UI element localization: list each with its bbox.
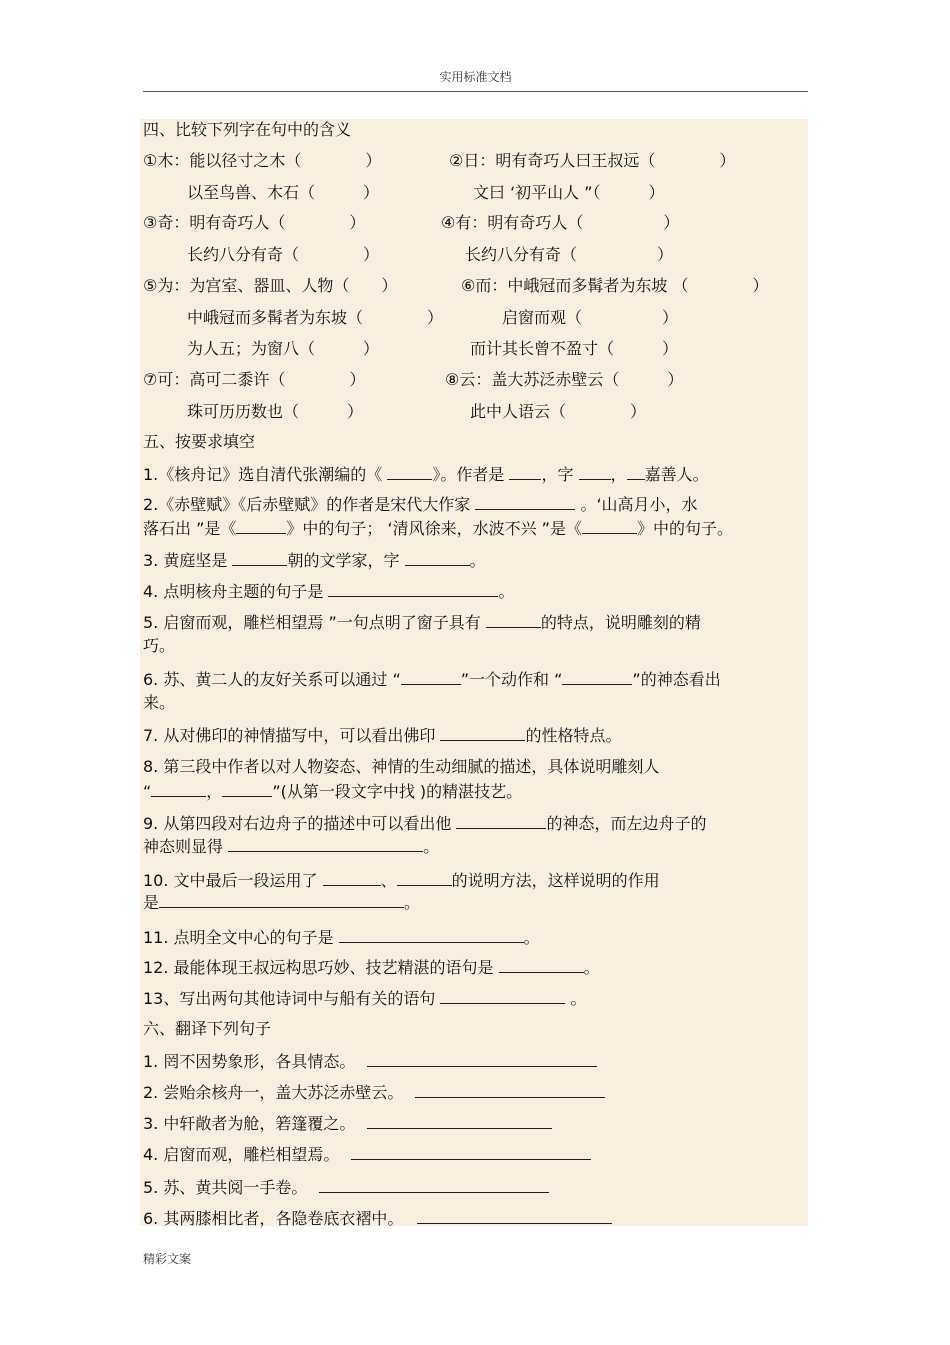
q1-text-d: ，	[610, 465, 627, 484]
s4-item-3a: ③奇：明有奇巧人（ ）	[143, 213, 366, 232]
q5-blank-1[interactable]	[486, 613, 541, 628]
q12-text-a: 12. 最能体现王叔远构思巧妙、技艺精湛的语句是	[143, 958, 499, 977]
s5-question-5-line1	[143, 613, 701, 633]
q3-text-a: 3. 黄庭坚是	[143, 551, 233, 570]
q1-text-b: 》。作者是	[432, 465, 510, 484]
q10-blank-3[interactable]	[159, 893, 404, 908]
s4-item-4b: 长约八分有奇（ ）	[465, 245, 674, 264]
s6-item-6	[143, 1209, 612, 1229]
q6-blank-1[interactable]	[401, 670, 461, 685]
s5-question-5-line2: 巧。	[143, 636, 176, 655]
q1-blank-4[interactable]	[627, 465, 645, 480]
q13-blank-1[interactable]	[440, 989, 565, 1004]
q1-text-a: 1.《核舟记》选自清代张潮编的《	[143, 465, 388, 484]
header-divider	[143, 91, 808, 92]
s5-question-2-line1	[143, 495, 698, 515]
s5-question-1	[143, 465, 709, 485]
q4-text-a: 4. 点明核舟主题的句子是	[143, 582, 329, 601]
q9-blank-2[interactable]	[228, 837, 423, 852]
q10-text-d: 是	[143, 893, 160, 912]
s4-item-1a: ①木：能以径寸之木（ ）	[143, 151, 382, 170]
q13-text-a: 13、写出两句其他诗词中与船有关的语句	[143, 989, 441, 1008]
s6-item-4-text: 4. 启窗而观，雕栏相望焉。	[143, 1145, 340, 1164]
s4-item-4a: ④有：明有奇巧人（ ）	[441, 213, 680, 232]
s4-item-8a: ⑧云：盖大苏泛赤壁云（ ）	[445, 370, 684, 389]
q12-blank-1[interactable]	[499, 958, 584, 973]
q3-text-b: 朝的文学家，字	[287, 551, 405, 570]
q10-text-e: 。	[404, 893, 421, 912]
s6-item-3	[143, 1114, 552, 1134]
q12-text-b: 。	[583, 958, 600, 977]
q7-blank-1[interactable]	[440, 726, 525, 741]
q1-blank-1[interactable]	[387, 465, 432, 480]
q10-text-c: 的说明方法，这样说明的作用	[451, 871, 660, 890]
q8-text-c: ，	[206, 782, 223, 801]
q9-text-d: 。	[423, 837, 440, 856]
s6-item-2-blank[interactable]	[415, 1083, 605, 1098]
section6-heading: 六、翻译下列句子	[143, 1019, 272, 1038]
s5-question-13	[143, 989, 587, 1009]
q5-text-b: 的特点，说明雕刻的精	[540, 613, 701, 632]
q10-blank-1[interactable]	[323, 871, 381, 886]
s4-item-6c: 而计其长曾不盈寸（ ）	[470, 339, 679, 358]
q3-blank-2[interactable]	[405, 551, 470, 566]
q11-blank-1[interactable]	[339, 928, 524, 943]
q6-text-b: ”一个动作和 “	[460, 670, 563, 689]
q2-blank-3[interactable]	[582, 519, 637, 534]
s5-question-6-line2: 来。	[143, 693, 176, 712]
s5-question-12	[143, 958, 600, 978]
s4-item-5a: ⑤为：为宫室、器皿、人物（ ）	[143, 276, 398, 295]
q2-blank-1[interactable]	[475, 495, 575, 510]
q8-blank-2[interactable]	[222, 782, 272, 797]
q1-text-c: ，字	[541, 465, 579, 484]
q9-text-a: 9. 从第四段对右边舟子的描述中可以看出他	[143, 814, 457, 833]
q6-blank-2[interactable]	[562, 670, 632, 685]
s4-item-5b: 中峨冠而多髯者为东坡（ ）	[187, 308, 444, 327]
q3-blank-1[interactable]	[232, 551, 287, 566]
q8-text-d: ”(从第一段文字中找 )的精湛技艺。	[272, 782, 523, 801]
s6-item-3-text: 3. 中轩敞者为舱，箬篷覆之。	[143, 1114, 356, 1133]
q1-blank-2[interactable]	[509, 465, 541, 480]
s6-item-2	[143, 1083, 605, 1103]
s4-item-1b: 以至鸟兽、木石（ ）	[187, 183, 380, 202]
s6-item-1	[143, 1052, 597, 1072]
s6-item-6-blank[interactable]	[417, 1209, 612, 1224]
s4-item-2a: ②日：明有奇巧人曰王叔远（ ）	[449, 151, 736, 170]
q7-text-b: 的性格特点。	[525, 726, 622, 745]
s6-item-4	[143, 1145, 591, 1165]
s4-item-8b: 此中人语云（ ）	[470, 402, 647, 421]
q4-blank-1[interactable]	[328, 582, 498, 597]
s4-item-5c: 为人五；为窗八（ ）	[187, 339, 380, 358]
s4-item-6a: ⑥而：中峨冠而多髯者为东坡 （ ）	[461, 276, 769, 295]
s4-item-7b: 珠可历历数也（ ）	[187, 402, 364, 421]
q9-text-b: 的神态，而左边舟子的	[546, 814, 707, 833]
s5-question-11	[143, 928, 540, 948]
page-footer: 精彩文案	[143, 1252, 192, 1266]
s5-question-7	[143, 726, 621, 746]
s5-question-4	[143, 582, 514, 602]
s5-question-9-line1	[143, 814, 706, 834]
s4-item-7a: ⑦可：高可二黍许（ ）	[143, 370, 366, 389]
s5-question-8-line1: 8. 第三段中作者以对人物姿态、神情的生动细腻的描述，具体说明雕刻人	[143, 757, 660, 776]
q2-text-b: 。‘山高月小，水	[575, 495, 698, 514]
s4-item-3b: 长约八分有奇（ ）	[187, 245, 380, 264]
section5-heading: 五、按要求填空	[143, 432, 256, 451]
q11-text-b: 。	[523, 928, 540, 947]
q4-text-b: 。	[498, 582, 515, 601]
s6-item-6-text: 6. 其两膝相比者，各隐卷底衣褶中。	[143, 1209, 404, 1228]
q8-blank-1[interactable]	[151, 782, 206, 797]
q1-blank-3[interactable]	[579, 465, 611, 480]
s6-item-5	[143, 1178, 549, 1198]
q11-text-a: 11. 点明全文中心的句子是	[143, 928, 339, 947]
q3-text-c: 。	[469, 551, 486, 570]
s5-question-6-line1	[143, 670, 721, 690]
q10-text-b: 、	[380, 871, 397, 890]
s6-item-1-blank[interactable]	[367, 1052, 597, 1067]
q6-text-c: ”的神态看出	[632, 670, 721, 689]
s5-question-10-line1	[143, 871, 660, 891]
s6-item-2-text: 2. 尝贻余核舟一，盖大苏泛赤壁云。	[143, 1083, 404, 1102]
s4-item-2b: 文曰 ‘初平山人 ”（ ）	[473, 183, 665, 202]
q2-text-c: 落石出 ”是《	[143, 519, 237, 538]
q9-blank-1[interactable]	[456, 814, 546, 829]
s4-item-6b: 启窗而观（ ）	[502, 308, 679, 327]
s6-item-5-blank[interactable]	[319, 1178, 549, 1193]
s5-question-9-line2	[143, 837, 439, 857]
s5-question-10-line2	[143, 893, 420, 913]
q2-text-a: 2.《赤壁赋》《后赤壁赋》的作者是宋代大作家	[143, 495, 476, 514]
q2-text-e: 》中的句子。	[636, 519, 733, 538]
q5-text-a: 5. 启窗而观，雕栏相望焉 ”一句点明了窗子具有	[143, 613, 486, 632]
q10-text-a: 10. 文中最后一段运用了	[143, 871, 323, 890]
section4-heading: 四、比较下列字在句中的含义	[143, 120, 352, 139]
q13-text-b: 。	[565, 989, 587, 1008]
s6-item-1-text: 1. 罔不因势象形，各具情态。	[143, 1052, 356, 1071]
q7-text-a: 7. 从对佛印的神情描写中，可以看出佛印	[143, 726, 441, 745]
s5-question-8-line2	[143, 782, 522, 802]
q8-text-b: “	[143, 782, 152, 801]
s6-item-4-blank[interactable]	[351, 1145, 591, 1160]
q10-blank-2[interactable]	[397, 871, 452, 886]
s5-question-3	[143, 551, 486, 571]
q6-text-a: 6. 苏、黄二人的友好关系可以通过 “	[143, 670, 401, 689]
s6-item-5-text: 5. 苏、黄共阅一手卷。	[143, 1178, 308, 1197]
q2-blank-2[interactable]	[236, 519, 286, 534]
q2-text-d: 》中的句子； ‘清风徐来，水波不兴 ”是《	[286, 519, 582, 538]
page-header: 实用标准文档	[439, 70, 512, 84]
q1-text-e: 嘉善人。	[644, 465, 709, 484]
s6-item-3-blank[interactable]	[367, 1114, 552, 1129]
s5-question-2-line2	[143, 519, 733, 539]
q9-text-c: 神态则显得	[143, 837, 229, 856]
